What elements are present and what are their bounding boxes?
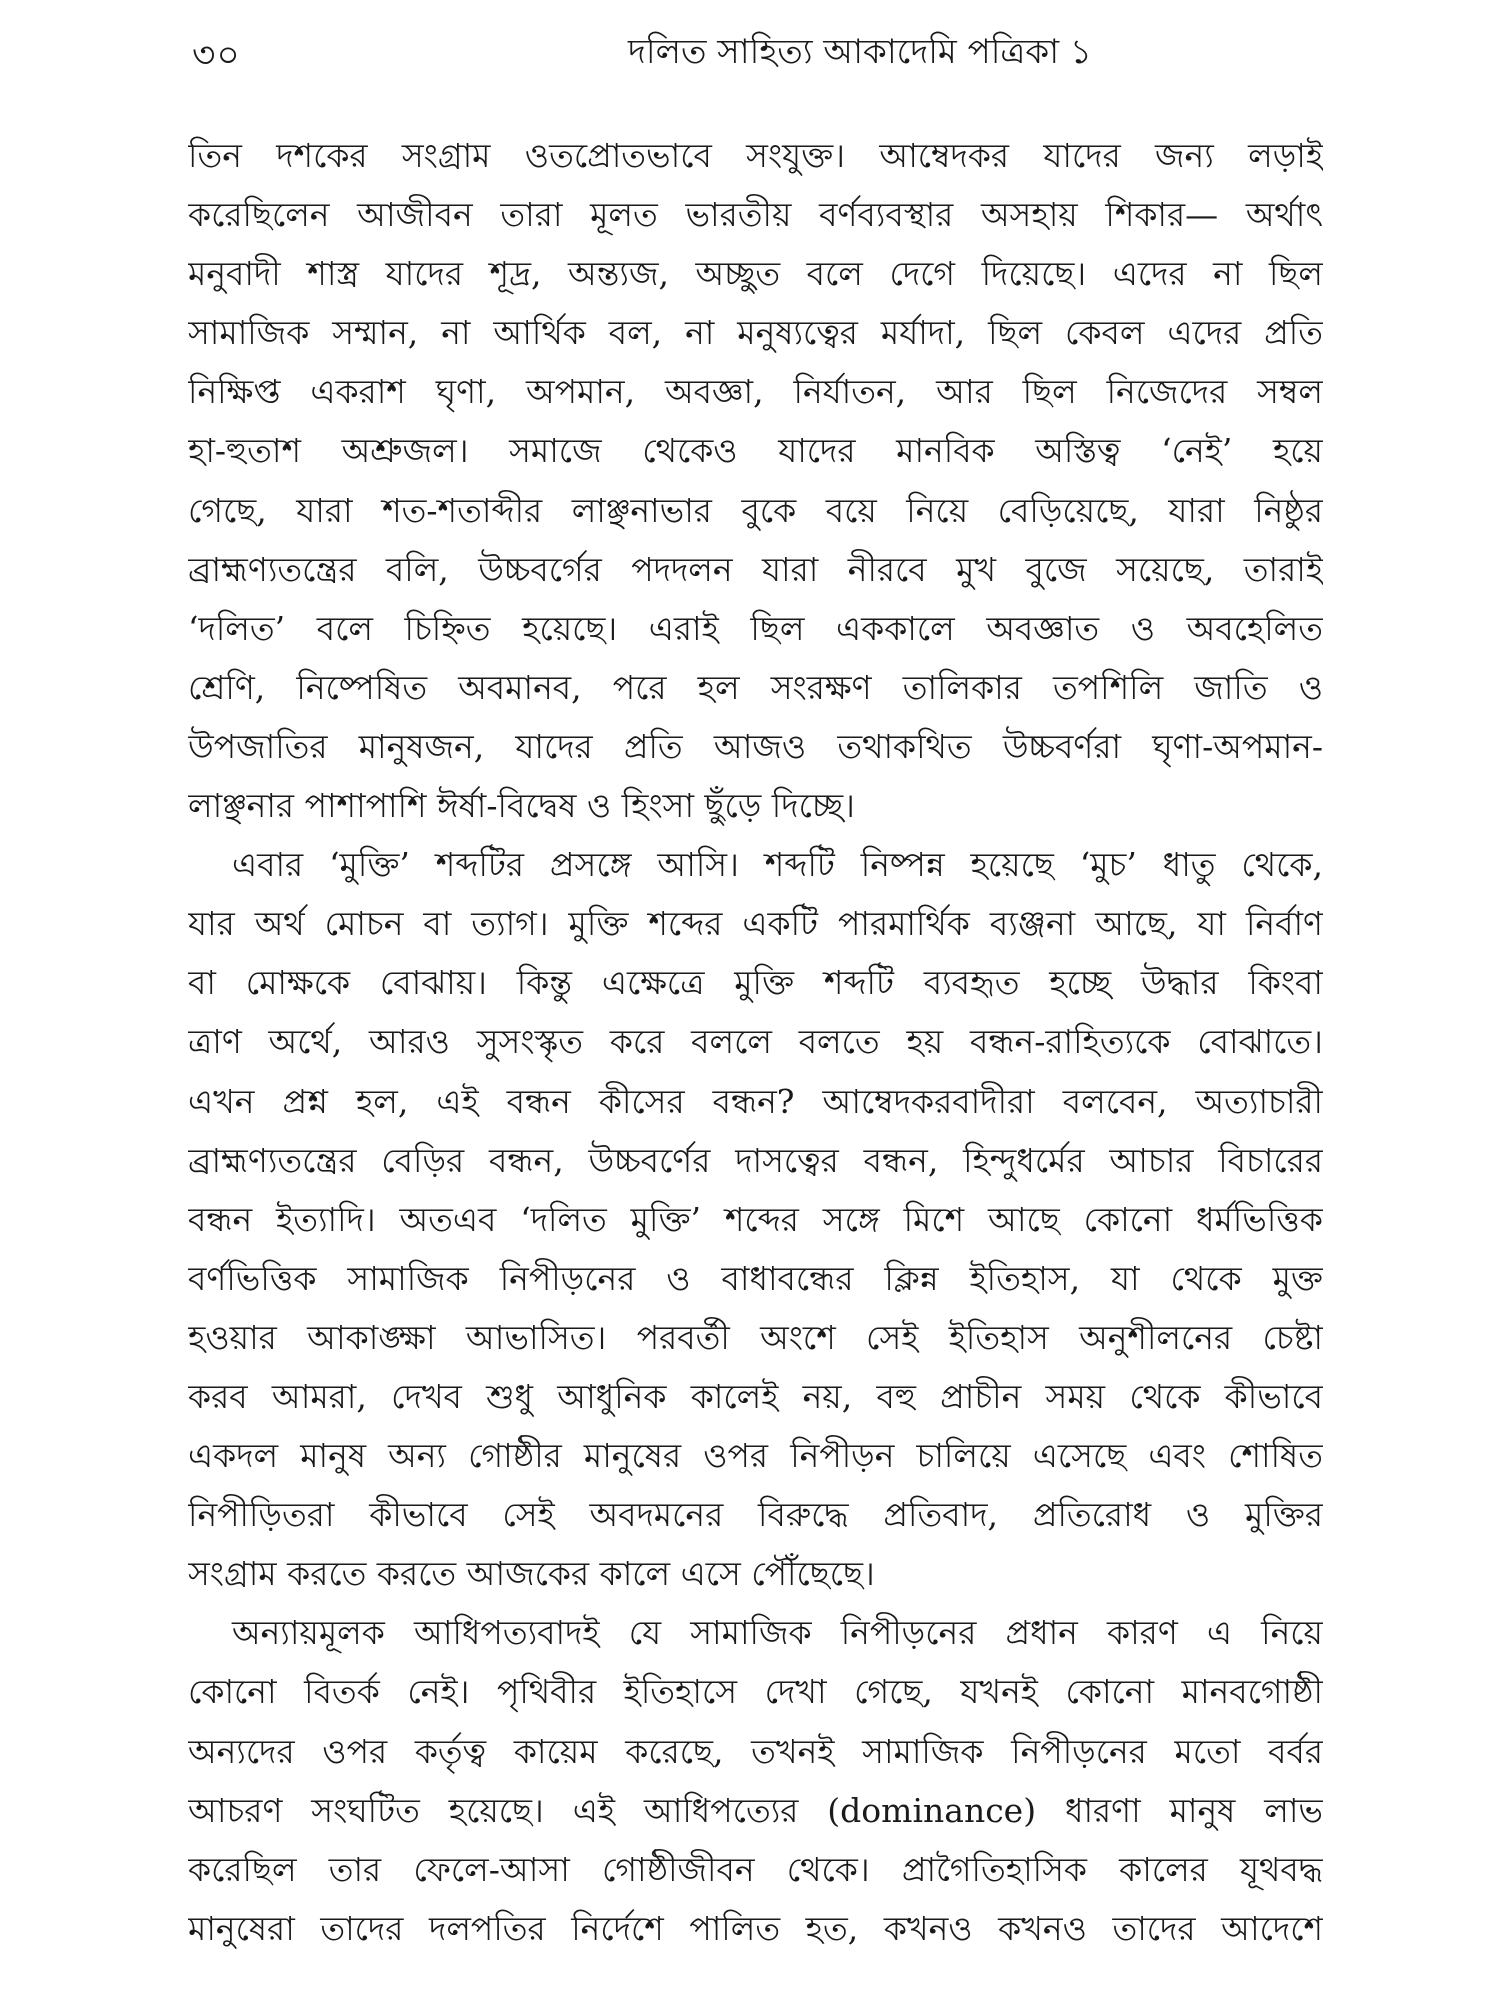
text-line: কোনো বিতর্ক নেই। পৃথিবীর ইতিহাসে দেখা গেছে, যখনই কোনো মানবগোষ্ঠী	[188, 1672, 1323, 1712]
text-line: বন্ধন ইত্যাদি। অতএব ‘দলিত মুক্তি’ শব্দের সঙ্গে মিশে আছে কোনো ধর্মভিত্তিক	[188, 1199, 1323, 1239]
text-line: তিন দশকের সংগ্রাম ওতপ্রোতভাবে সংযুক্ত। আম্বেদকর যাদের জন্য লড়াই	[188, 136, 1323, 175]
text-line: গেছে, যারা শত-শতাব্দীর লাঞ্ছনাভার বুকে বয়ে নিয়ে বেড়িয়েছে, যারা নিষ্ঠুর	[188, 490, 1323, 530]
text-line: উপজাতির মানুষজন, যাদের প্রতি আজও তথাকথিত উচ্চবর্ণরা ঘৃণা-অপমান-	[188, 726, 1323, 766]
text-line: অন্যায়মূলক আধিপত্যবাদই যে সামাজিক নিপীড়নের প্রধান কারণ এ নিয়ে	[232, 1613, 1323, 1653]
text-line: করেছিলেন আজীবন তারা মূলত ভারতীয় বর্ণব্যবস্থার অসহায় শিকার— অর্থাৎ	[188, 195, 1323, 235]
text-line: এবার ‘মুক্তি’ শব্দটির প্রসঙ্গে আসি। শব্দটি নিষ্পন্ন হয়েছে ‘মুচ’ ধাতু থেকে,	[232, 845, 1323, 885]
text-line: বর্ণভিত্তিক সামাজিক নিপীড়নের ও বাধাবন্ধের ক্লিন্ন ইতিহাস, যা থেকে মুক্ত	[188, 1258, 1323, 1298]
text-line: সংগ্রাম করতে করতে আজকের কালে এসে পৌঁছেছে।	[188, 1554, 875, 1594]
text-line: করেছিল তার ফেলে-আসা গোষ্ঠীজীবন থেকে। প্রাগৈতিহাসিক কালের যূথবদ্ধ	[188, 1849, 1323, 1889]
text-line: ব্রাহ্মণ্যতন্ত্রের বেড়ির বন্ধন, উচ্চবর্ণের দাসত্বের বন্ধন, হিন্দুধর্মের আচার বিচারের	[188, 1140, 1323, 1180]
text-line: শ্রেণি, নিষ্পেষিত অবমানব, পরে হল সংরক্ষণ তালিকার তপশিলি জাতি ও	[188, 667, 1323, 707]
text-line: নিপীড়িতরা কীভাবে সেই অবদমনের বিরুদ্ধে প্রতিবাদ, প্রতিরোধ ও মুক্তির	[188, 1495, 1323, 1535]
text-line: মানুষেরা তাদের দলপতির নির্দেশে পালিত হত, কখনও কখনও তাদের আদেশে	[188, 1908, 1323, 1948]
text-line: অন্যদের ওপর কর্তৃত্ব কায়েম করেছে, তখনই সামাজিক নিপীড়নের মতো বর্বর	[188, 1731, 1323, 1771]
text-line: আচরণ সংঘটিত হয়েছে। এই আধিপত্যের (dominance) ধারণা মানুষ লাভ	[188, 1790, 1323, 1830]
text-line: ত্রাণ অর্থে, আরও সুসংস্কৃত করে বললে বলতে হয় বন্ধন-রাহিত্যকে বোঝাতে।	[188, 1022, 1323, 1062]
running-title: দলিত সাহিত্য আকাদেমি পত্রিকা ১	[628, 32, 1092, 72]
text-line: যার অর্থ মোচন বা ত্যাগ। মুক্তি শব্দের একটি পারমার্থিক ব্যঞ্জনা আছে, যা নির্বাণ	[188, 904, 1323, 944]
text-line: বা মোক্ষকে বোঝায়। কিন্তু এক্ষেত্রে মুক্তি শব্দটি ব্যবহৃত হচ্ছে উদ্ধার কিংবা	[188, 963, 1323, 1003]
page-number: ৩০	[192, 35, 241, 76]
text-line: হা-হুতাশ অশ্রুজল। সমাজে থেকেও যাদের মানবিক অস্তিত্ব ‘নেই’ হয়ে	[188, 431, 1323, 471]
text-line: করব আমরা, দেখব শুধু আধুনিক কালেই নয়, বহু প্রাচীন সময় থেকে কীভাবে	[188, 1376, 1323, 1416]
text-line: ব্রাহ্মণ্যতন্ত্রের বলি, উচ্চবর্গের পদদলন যারা নীরবে মুখ বুজে সয়েছে, তারাই	[188, 549, 1323, 589]
text-line: ‘দলিত’ বলে চিহ্নিত হয়েছে। এরাই ছিল এককালে অবজ্ঞাত ও অবহেলিত	[188, 608, 1323, 648]
text-line: মনুবাদী শাস্ত্র যাদের শূদ্র, অন্ত্যজ, অচ্ছুত বলে দেগে দিয়েছে। এদের না ছিল	[188, 254, 1323, 294]
text-line: এখন প্রশ্ন হল, এই বন্ধন কীসের বন্ধন? আম্বেদকরবাদীরা বলবেন, অত্যাচারী	[188, 1081, 1323, 1121]
text-line: লাঞ্ছনার পাশাপাশি ঈর্ষা-বিদ্বেষ ও হিংসা ছুঁড়ে দিচ্ছে।	[188, 786, 855, 826]
body-text	[188, 126, 1323, 1958]
text-line: সামাজিক সম্মান, না আর্থিক বল, না মনুষ্যত্বের মর্যাদা, ছিল কেবল এদের প্রতি	[188, 313, 1323, 353]
text-line: নিক্ষিপ্ত একরাশ ঘৃণা, অপমান, অবজ্ঞা, নির্যাতন, আর ছিল নিজেদের সম্বল	[188, 372, 1323, 412]
text-line: হওয়ার আকাঙ্ক্ষা আভাসিত। পরবর্তী অংশে সেই ইতিহাস অনুশীলনের চেষ্টা	[188, 1317, 1323, 1357]
text-line: একদল মানুষ অন্য গোষ্ঠীর মানুষের ওপর নিপীড়ন চালিয়ে এসেছে এবং শোষিত	[188, 1436, 1323, 1476]
